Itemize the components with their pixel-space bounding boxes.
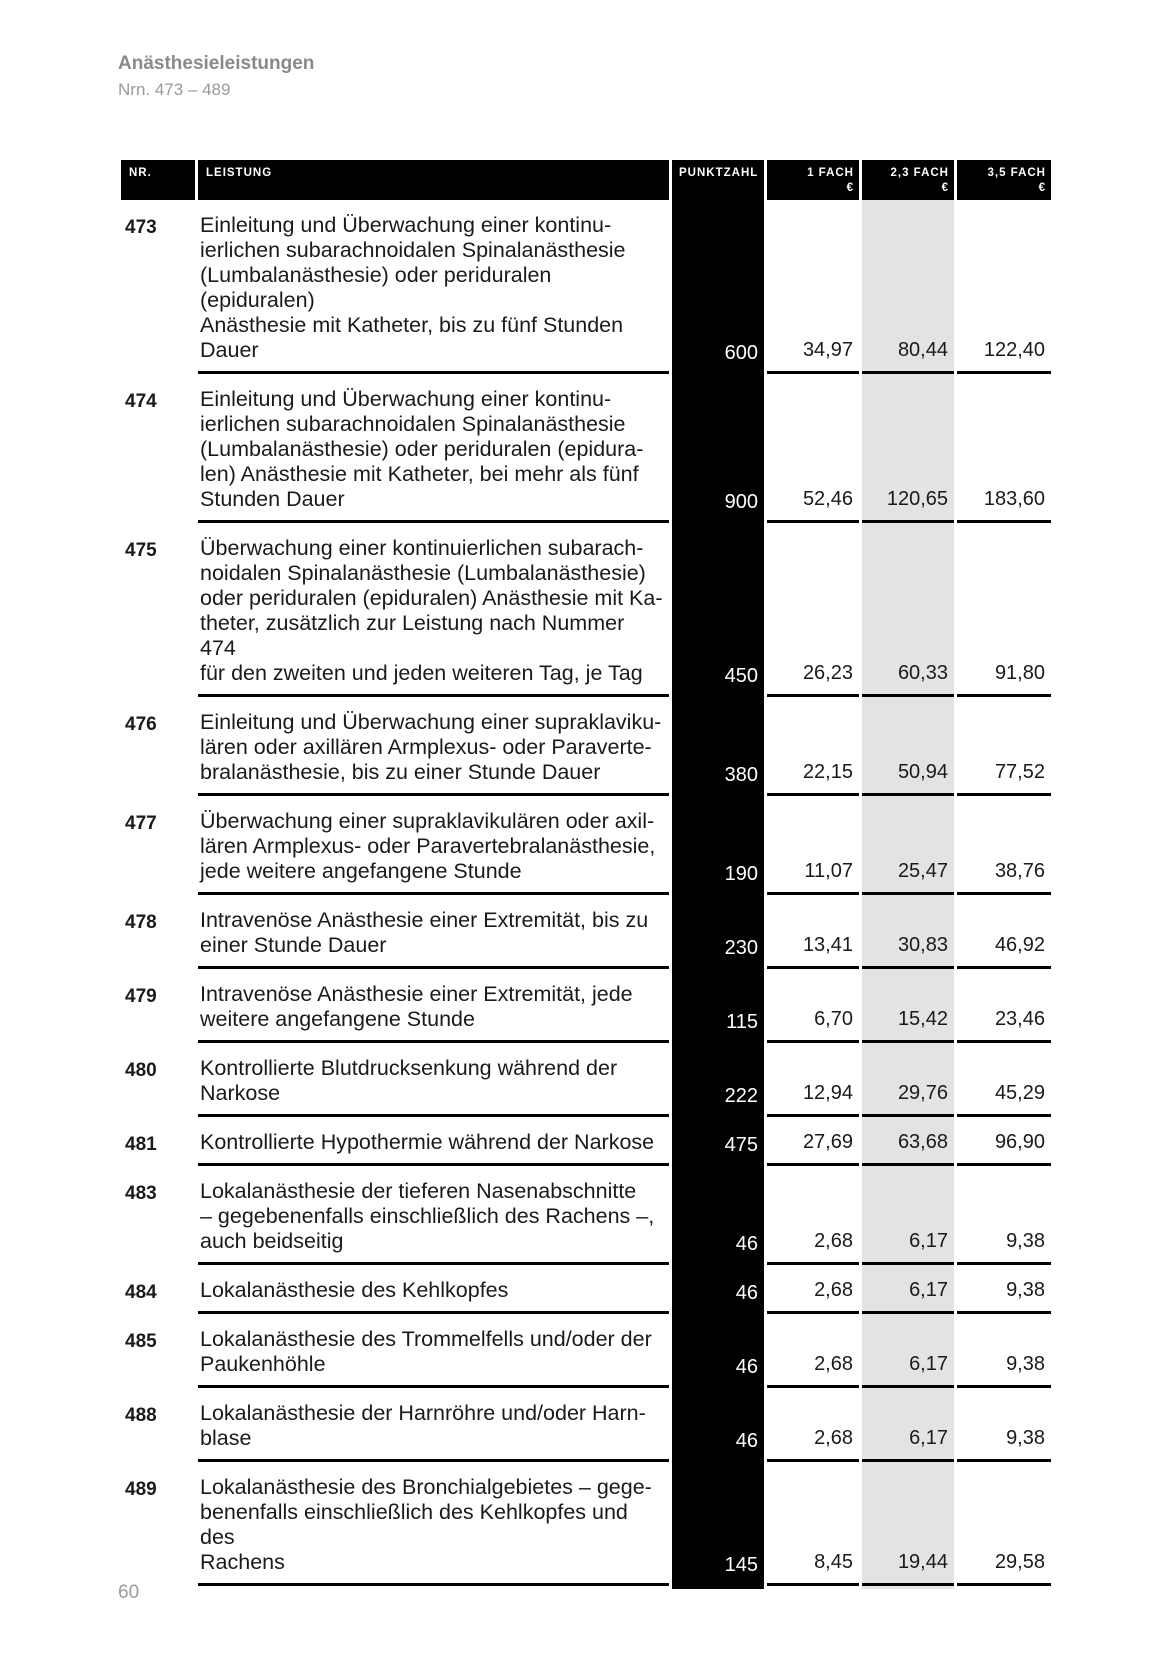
row-punktzahl-cell — [672, 1317, 764, 1388]
table-row — [121, 1120, 1051, 1166]
row-number-cell — [121, 799, 195, 895]
table-row — [121, 203, 1051, 374]
row-fach35: 96,90 — [994, 1131, 1045, 1153]
row-description-cell — [198, 203, 669, 374]
row-fach23: 6,17 — [909, 1279, 948, 1301]
row-description-cell — [198, 1465, 669, 1586]
row-fach23-cell — [862, 203, 954, 374]
row-fach23: 25,47 — [897, 860, 948, 882]
row-fach23-cell — [862, 526, 954, 697]
row-fach1-cell — [767, 377, 859, 523]
row-fach23-cell — [862, 972, 954, 1043]
row-description: Kontrollierte Blutdrucksenkung während der Narkose — [200, 1056, 618, 1105]
row-punktzahl: 115 — [726, 1011, 758, 1033]
row-fach1: 2,68 — [814, 1230, 853, 1252]
col-header-fach35-currency: € — [1038, 182, 1046, 194]
row-fach35: 91,80 — [994, 662, 1045, 684]
row-punktzahl-cell — [672, 203, 764, 374]
row-fach35-cell — [957, 526, 1051, 697]
row-fach35-cell — [957, 377, 1051, 523]
row-description-cell — [198, 526, 669, 697]
row-punktzahl: 600 — [724, 342, 758, 364]
row-fach1: 27,69 — [802, 1131, 853, 1153]
row-fach35: 9,38 — [1006, 1427, 1045, 1449]
row-number: 485 — [125, 1331, 157, 1352]
row-fach23: 120,65 — [886, 488, 948, 510]
row-fach35: 9,38 — [1006, 1279, 1045, 1301]
row-fach1-cell — [767, 898, 859, 969]
row-number-cell — [121, 1465, 195, 1586]
row-fach35-cell — [957, 1268, 1051, 1314]
gap-cell — [862, 1586, 954, 1589]
row-fach23: 6,17 — [909, 1353, 948, 1375]
row-punktzahl-cell — [672, 526, 764, 697]
row-fach35: 46,92 — [994, 934, 1045, 956]
row-punktzahl: 46 — [735, 1430, 758, 1452]
row-number-cell — [121, 1046, 195, 1117]
row-fach23: 29,76 — [897, 1082, 948, 1104]
row-fach23: 30,83 — [897, 934, 948, 956]
row-punktzahl: 450 — [724, 665, 758, 687]
table-row — [121, 898, 1051, 969]
row-fach35-cell — [957, 700, 1051, 796]
table-row — [121, 377, 1051, 523]
row-fach35: 38,76 — [994, 860, 1045, 882]
row-description: Lokalanästhesie der Harnröhre und/oder Harn- blase — [200, 1401, 646, 1450]
row-fach23-cell — [862, 1391, 954, 1462]
row-punktzahl-cell — [672, 1465, 764, 1586]
row-fach23: 15,42 — [897, 1008, 948, 1030]
row-punktzahl-cell — [672, 377, 764, 523]
row-fach23-cell — [862, 700, 954, 796]
row-fach1-cell — [767, 1391, 859, 1462]
row-punktzahl: 46 — [735, 1356, 758, 1378]
col-header-fach1-label: 1 FACH — [807, 167, 854, 179]
row-fach1: 26,23 — [802, 662, 853, 684]
row-number: 473 — [125, 217, 157, 238]
col-header-nr: NR. — [121, 160, 195, 200]
table-row — [121, 1046, 1051, 1117]
row-fach1: 12,94 — [802, 1082, 853, 1104]
page-number: 60 — [118, 1582, 140, 1603]
row-punktzahl: 46 — [735, 1282, 758, 1304]
row-fach35: 183,60 — [983, 488, 1045, 510]
row-description-cell — [198, 1120, 669, 1166]
row-number-cell — [121, 898, 195, 969]
row-punktzahl-cell — [672, 1391, 764, 1462]
col-header-fach1-currency: € — [846, 182, 854, 194]
row-description: Überwachung einer supraklavikulären oder axil- lären Armplexus- oder Paravertebralanästhesie, jede weitere angefangene Stunde — [200, 809, 656, 883]
row-fach23-cell — [862, 898, 954, 969]
row-description: Intravenöse Anästhesie einer Extremität, bis zu einer Stunde Dauer — [200, 908, 649, 957]
row-number-cell — [121, 1391, 195, 1462]
col-header-fach35 — [957, 160, 1051, 200]
row-fach35-cell — [957, 1391, 1051, 1462]
row-fach35: 29,58 — [994, 1551, 1045, 1573]
row-fach35-cell — [957, 1465, 1051, 1586]
row-fach23-cell — [862, 1120, 954, 1166]
table-body — [121, 203, 1051, 1589]
row-punktzahl-cell — [672, 972, 764, 1043]
row-fach23-cell — [862, 1465, 954, 1586]
row-fach1-cell — [767, 972, 859, 1043]
col-header-fach35-label: 3,5 FACH — [987, 167, 1046, 179]
row-description-cell — [198, 377, 669, 523]
col-header-fach23-currency: € — [941, 182, 949, 194]
table-row — [121, 1317, 1051, 1388]
row-fach23-cell — [862, 799, 954, 895]
row-punktzahl: 900 — [724, 491, 758, 513]
row-description-cell — [198, 700, 669, 796]
table-row — [121, 526, 1051, 697]
row-fach35-cell — [957, 1046, 1051, 1117]
row-number-cell — [121, 972, 195, 1043]
row-fach1-cell — [767, 203, 859, 374]
row-description-cell — [198, 972, 669, 1043]
row-punktzahl-cell — [672, 1169, 764, 1265]
row-fach1: 34,97 — [802, 339, 853, 361]
row-description-cell — [198, 1391, 669, 1462]
row-fach35-cell — [957, 1169, 1051, 1265]
row-fach1: 2,68 — [814, 1427, 853, 1449]
table-row — [121, 1169, 1051, 1265]
row-number-cell — [121, 526, 195, 697]
row-fach1: 52,46 — [802, 488, 853, 510]
col-header-leistung: LEISTUNG — [198, 160, 669, 200]
row-description-cell — [198, 1169, 669, 1265]
table-row — [121, 1268, 1051, 1314]
row-fach35-cell — [957, 203, 1051, 374]
row-gap — [121, 1586, 1051, 1589]
row-punktzahl-cell — [672, 1120, 764, 1166]
row-number: 488 — [125, 1405, 157, 1426]
col-header-fach1 — [767, 160, 859, 200]
row-fach23-cell — [862, 1268, 954, 1314]
gap-cell — [767, 1586, 859, 1589]
row-description: Einleitung und Überwachung einer kontinu- ierlichen subarachnoidalen Spinalanästhesie (Lumbalanästhesie) oder periduralen (epidura- len) Anästhesie mit Katheter, bei mehr als fünf Stunden Dauer — [200, 387, 644, 511]
row-description: Überwachung einer kontinuierlichen subarach- noidalen Spinalanästhesie (Lumbalanästhesie) oder periduralen (epiduralen) Anästhesie mit Ka- theter, zusätzlich zur Leistung nach Nummer 474 für den zweiten und jeden weiteren Tag, je Tag — [200, 536, 663, 685]
page-header — [118, 52, 314, 102]
row-description-cell — [198, 1317, 669, 1388]
row-fach23: 6,17 — [909, 1230, 948, 1252]
row-fach1: 2,68 — [814, 1353, 853, 1375]
row-fach1: 2,68 — [814, 1279, 853, 1301]
table-row — [121, 799, 1051, 895]
row-number-cell — [121, 700, 195, 796]
row-fach35-cell — [957, 1120, 1051, 1166]
row-number: 475 — [125, 540, 157, 561]
row-fach35-cell — [957, 799, 1051, 895]
row-fach1-cell — [767, 1046, 859, 1117]
row-fach1: 22,15 — [802, 761, 853, 783]
row-number: 481 — [125, 1134, 157, 1155]
section-range: Nrn. 473 – 489 — [118, 80, 231, 99]
row-number-cell — [121, 1317, 195, 1388]
fee-table — [121, 160, 1051, 1589]
col-header-punktzahl: PUNKTZAHL — [672, 160, 764, 200]
row-punktzahl: 380 — [724, 764, 758, 786]
row-fach1-cell — [767, 700, 859, 796]
row-number-cell — [121, 1120, 195, 1166]
row-punktzahl: 230 — [724, 937, 758, 959]
section-title: Anästhesieleistungen — [118, 53, 315, 74]
row-fach23: 50,94 — [897, 761, 948, 783]
row-fach1-cell — [767, 1120, 859, 1166]
row-fach35: 23,46 — [994, 1008, 1045, 1030]
row-fach35-cell — [957, 898, 1051, 969]
row-fach23-cell — [862, 1317, 954, 1388]
row-punktzahl: 145 — [724, 1554, 758, 1576]
row-fach1: 13,41 — [802, 934, 853, 956]
row-fach35-cell — [957, 1317, 1051, 1388]
row-fach1-cell — [767, 1268, 859, 1314]
row-fach1-cell — [767, 799, 859, 895]
row-description: Intravenöse Anästhesie einer Extremität, jede weitere angefangene Stunde — [200, 982, 633, 1031]
col-header-fach23-label: 2,3 FACH — [890, 167, 949, 179]
row-description: Kontrollierte Hypothermie während der Narkose — [200, 1130, 655, 1154]
row-description: Lokalanästhesie des Trommelfells und/oder der Paukenhöhle — [200, 1327, 652, 1376]
gap-cell — [957, 1586, 1051, 1589]
row-description: Lokalanästhesie des Kehlkopfes — [200, 1278, 509, 1302]
row-fach1: 8,45 — [814, 1551, 853, 1573]
row-fach1-cell — [767, 526, 859, 697]
row-number: 489 — [125, 1479, 157, 1500]
gap-cell — [672, 1586, 764, 1589]
row-description-cell — [198, 898, 669, 969]
row-fach35: 9,38 — [1006, 1353, 1045, 1375]
col-header-fach23 — [862, 160, 954, 200]
row-fach1-cell — [767, 1317, 859, 1388]
row-punktzahl-cell — [672, 1046, 764, 1117]
row-fach1: 11,07 — [804, 860, 853, 882]
row-number: 483 — [125, 1183, 157, 1204]
row-fach23-cell — [862, 1046, 954, 1117]
row-fach23-cell — [862, 1169, 954, 1265]
row-fach1-cell — [767, 1169, 859, 1265]
row-description-cell — [198, 799, 669, 895]
gap-cell — [198, 1586, 669, 1589]
row-number: 479 — [125, 986, 157, 1007]
row-number: 477 — [125, 813, 157, 834]
row-fach35: 122,40 — [983, 339, 1045, 361]
row-fach23-cell — [862, 377, 954, 523]
row-punktzahl: 46 — [735, 1233, 758, 1255]
row-number: 484 — [125, 1282, 157, 1303]
row-number-cell — [121, 377, 195, 523]
row-number-cell — [121, 1268, 195, 1314]
row-number: 478 — [125, 912, 157, 933]
row-description-cell — [198, 1046, 669, 1117]
row-fach23: 19,44 — [897, 1551, 948, 1573]
row-description-cell — [198, 1268, 669, 1314]
table-row — [121, 972, 1051, 1043]
row-number: 474 — [125, 391, 157, 412]
table-row — [121, 700, 1051, 796]
row-fach23: 60,33 — [897, 662, 948, 684]
row-fach35: 45,29 — [994, 1082, 1045, 1104]
row-punktzahl: 222 — [724, 1085, 758, 1107]
row-fach1: 6,70 — [814, 1008, 853, 1030]
row-number-cell — [121, 203, 195, 374]
row-number: 480 — [125, 1060, 157, 1081]
row-punktzahl-cell — [672, 1268, 764, 1314]
row-punktzahl-cell — [672, 898, 764, 969]
row-fach23: 6,17 — [909, 1427, 948, 1449]
row-description: Lokalanästhesie des Bronchialgebietes – gege- benenfalls einschließlich des Kehlkopfes und des Rachens — [200, 1475, 652, 1574]
row-fach23: 80,44 — [897, 339, 948, 361]
row-fach1-cell — [767, 1465, 859, 1586]
row-fach35-cell — [957, 972, 1051, 1043]
row-description: Lokalanästhesie der tieferen Nasenabschnitte – gegebenenfalls einschließlich des Rachens –, auch beidseitig — [200, 1179, 655, 1253]
table-row — [121, 1391, 1051, 1462]
row-punktzahl: 475 — [724, 1134, 758, 1156]
row-fach35: 77,52 — [994, 761, 1045, 783]
row-punktzahl: 190 — [724, 863, 758, 885]
table-row — [121, 1465, 1051, 1586]
row-description: Einleitung und Überwachung einer kontinu- ierlichen subarachnoidalen Spinalanästhesie (Lumbalanästhesie) oder periduralen (epiduralen) Anästhesie mit Katheter, bis zu fünf Stunden Dauer — [200, 213, 626, 362]
row-fach35: 9,38 — [1006, 1230, 1045, 1252]
row-description: Einleitung und Überwachung einer supraklaviku- lären oder axillären Armplexus- oder Paraverte- bralanästhesie, bis zu einer Stunde Dauer — [200, 710, 662, 784]
table-header — [121, 160, 1051, 200]
row-fach23: 63,68 — [897, 1131, 948, 1153]
row-punktzahl-cell — [672, 799, 764, 895]
row-number: 476 — [125, 714, 157, 735]
row-number-cell — [121, 1169, 195, 1265]
row-punktzahl-cell — [672, 700, 764, 796]
